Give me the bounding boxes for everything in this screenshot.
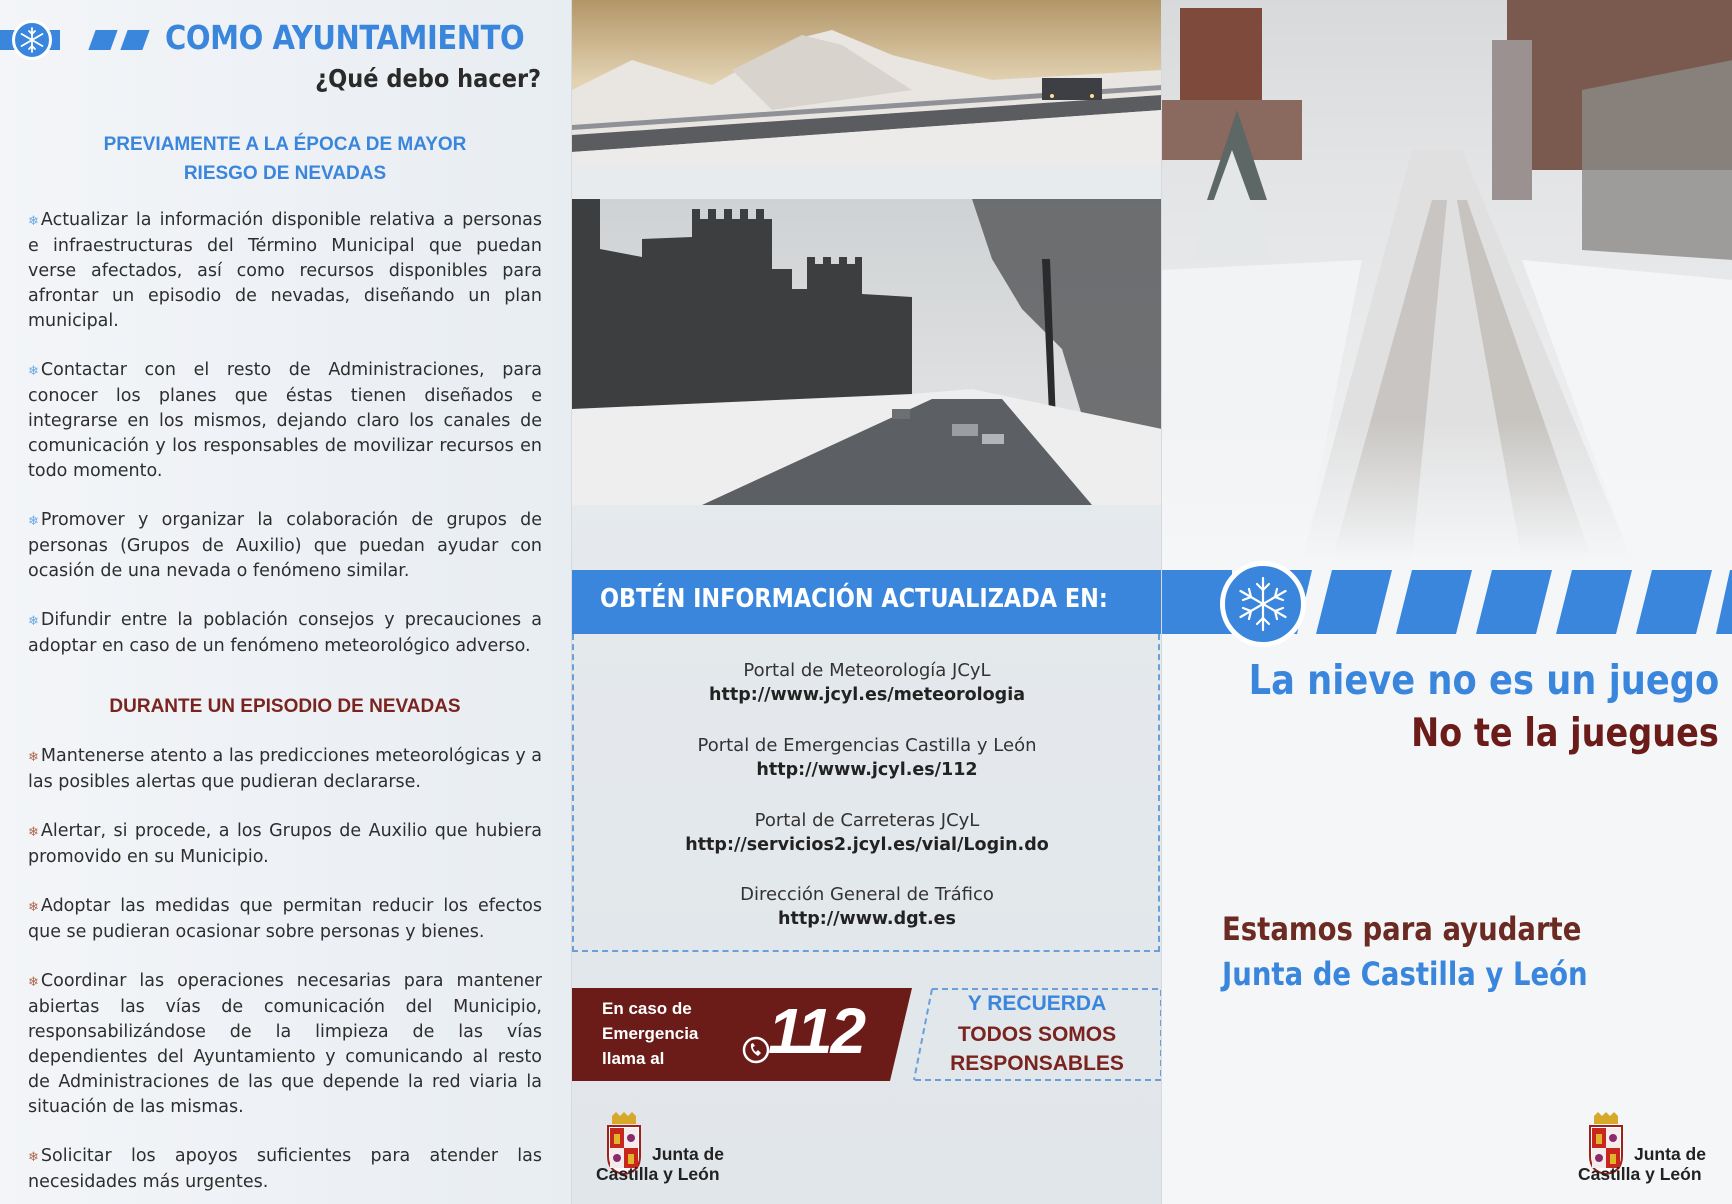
- emergency-label: En caso de Emergencia llama al: [602, 999, 699, 1068]
- help-line2: Junta de Castilla y León: [1222, 955, 1588, 993]
- link-emergencias[interactable]: [572, 735, 1162, 780]
- snowy-hill-photo: [572, 0, 1162, 165]
- help-line1: Estamos para ayudarte: [1222, 910, 1582, 948]
- link-carreteras[interactable]: [572, 810, 1162, 855]
- during-list: [28, 744, 542, 1204]
- link-label: Portal de Emergencias Castilla y León: [697, 735, 1037, 756]
- right-panel: [1161, 0, 1732, 1204]
- logo-text: Junta de Castilla y León: [1578, 1144, 1706, 1184]
- remember-text: TODOS SOMOS RESPONSABLES: [950, 1023, 1124, 1075]
- snowflake-bullet-icon: ❄: [28, 750, 39, 765]
- slogan-line1: La nieve no es un juego: [1248, 656, 1719, 704]
- list-item: ❄ Coordinar las operaciones necesarias para mantener abiertas las vías de comunicación del Municipio, responsabilizándose de la limpieza de las vías dependientes del Ayuntamiento y comunicando al resto de Administraciones de las que depende la red viaria la situación de las mismas.: [28, 971, 542, 1117]
- link-meteorologia[interactable]: [572, 660, 1162, 705]
- remember-line1: Y RECUERDA: [967, 992, 1107, 1015]
- snowflake-bullet-icon: ❄: [28, 825, 39, 840]
- link-url[interactable]: http://www.jcyl.es/112: [756, 760, 978, 780]
- snowflake-bullet-icon: ❄: [28, 514, 39, 529]
- page-subtitle: ¿Qué debo hacer?: [314, 64, 541, 93]
- snowflake-bullet-icon: ❄: [28, 614, 39, 629]
- snowflake-bullet-icon: ❄: [28, 900, 39, 915]
- page-title: COMO AYUNTAMIENTO: [165, 18, 525, 57]
- info-heading-band: [572, 570, 1162, 634]
- section-heading-during: DURANTE UN EPISODIO DE NEVADAS: [109, 696, 461, 717]
- middle-panel: [571, 0, 1162, 1204]
- emergency-call-box: [572, 988, 912, 1081]
- snowflake-icon: [12, 20, 52, 60]
- list-item: ❄ Contactar con el resto de Administraciones, para conocer los planes que éstas tienen diseñados e integrarse en los mismos, dejando claro los canales de comunicación y los responsables de movilizar recursos en todo momento.: [28, 360, 542, 481]
- logo-text: Junta de Castilla y León: [596, 1144, 724, 1184]
- list-item: ❄ Mantenerse atento a las predicciones meteorológicas y a las posibles alertas que pudieran declararse.: [28, 746, 542, 792]
- emergency-number: 112: [768, 995, 865, 1067]
- link-dgt[interactable]: [572, 884, 1162, 929]
- list-item: ❄ Difundir entre la población consejos y precauciones a adoptar en caso de un fenómeno meteorológico adverso.: [28, 610, 542, 656]
- snowflake-bullet-icon: ❄: [28, 364, 39, 379]
- phone-icon: [742, 1036, 770, 1064]
- link-url[interactable]: http://servicios2.jcyl.es/vial/Login.do: [685, 835, 1049, 855]
- section-heading-before: PREVIAMENTE A LA ÉPOCA DE MAYOR RIESGO DE NEVADAS: [103, 134, 467, 184]
- list-item: ❄ Adoptar las medidas que permitan reducir los efectos que se pudieran ocasionar sobre personas y bienes.: [28, 896, 542, 942]
- snowflake-icon: [1220, 561, 1306, 647]
- list-item: ❄ Alertar, si procede, a los Grupos de Auxilio que hubiera promovido en su Municipio.: [28, 821, 542, 867]
- snowflake-bullet-icon: ❄: [28, 975, 39, 990]
- list-item: ❄ Solicitar los apoyos suficientes para atender las necesidades más urgentes.: [28, 1146, 542, 1192]
- link-url[interactable]: http://www.dgt.es: [778, 909, 956, 929]
- link-label: Portal de Meteorología JCyL: [743, 660, 991, 681]
- left-panel: [0, 0, 571, 1204]
- remember-box: [912, 988, 1162, 1081]
- snowflake-bullet-icon: ❄: [28, 1150, 39, 1165]
- link-label: Dirección General de Tráfico: [740, 884, 994, 905]
- snowy-street-photo: [1162, 0, 1732, 560]
- before-list: [28, 208, 542, 683]
- info-heading: OBTÉN INFORMACIÓN ACTUALIZADA EN:: [600, 584, 1108, 614]
- snowflake-bullet-icon: ❄: [28, 214, 39, 229]
- link-url[interactable]: http://www.jcyl.es/meteorologia: [709, 685, 1025, 705]
- list-item: ❄ Actualizar la información disponible relativa a personas e infraestructuras del Término Municipal que puedan verse afectados, así como recursos disponibles para afrontar un episodio de nevadas, diseñando un plan municipal.: [28, 210, 542, 331]
- city-walls-photo: [572, 199, 1162, 505]
- slogan-line2: No te la juegues: [1411, 711, 1719, 756]
- link-label: Portal de Carreteras JCyL: [754, 810, 980, 831]
- list-item: ❄ Promover y organizar la colaboración de grupos de personas (Grupos de Auxilio) que puedan ayudar con ocasión de una nevada o fenómeno similar.: [28, 510, 542, 581]
